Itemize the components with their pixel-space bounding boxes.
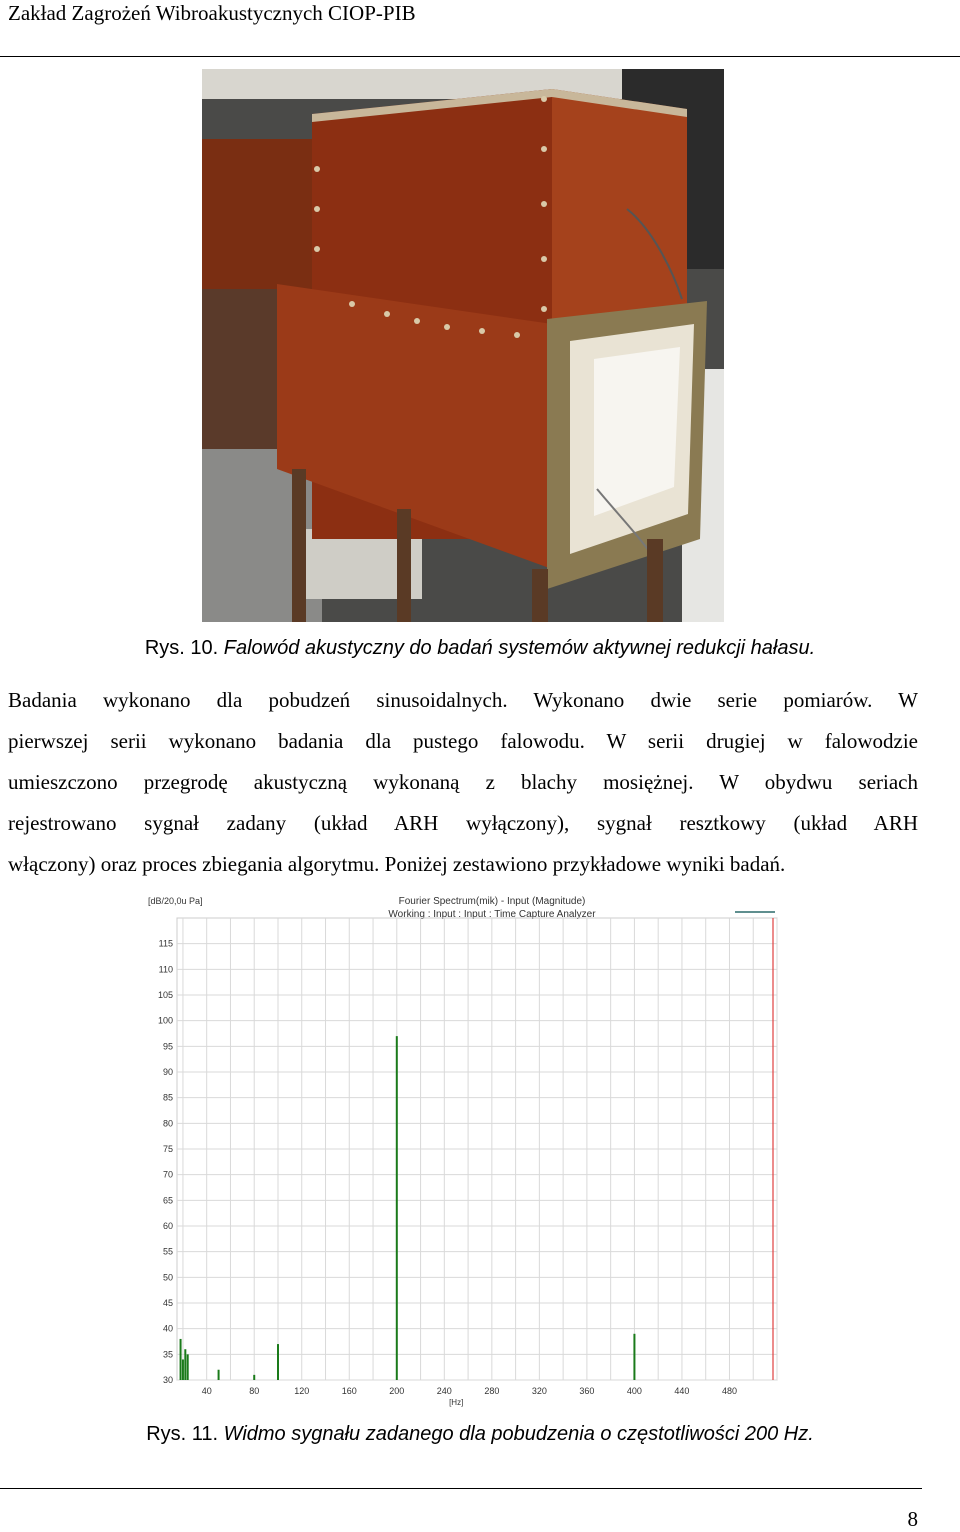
body-paragraph	[8, 680, 918, 885]
figure-10-label: Rys. 10.	[144, 637, 219, 659]
x-tick-label: 280	[484, 1386, 500, 1396]
figure-11-caption-text: Widmo sygnału zadanego dla pobudzenia o częstotliwości 200 Hz.	[223, 1423, 814, 1445]
y-tick-label: 85	[162, 1092, 173, 1103]
x-tick-label: 40	[201, 1386, 212, 1396]
body-line: pierwszej serii wykonano badania dla pustego falowodu. W serii drugiej w falowodzie	[8, 729, 918, 753]
chart-subtitle: Working : Input : Input : Time Capture Analyzer	[388, 909, 596, 920]
y-tick-label: 75	[162, 1144, 173, 1154]
y-tick-label: 40	[162, 1323, 173, 1334]
y-tick-label: 45	[162, 1298, 173, 1308]
y-tick-label: 110	[158, 964, 173, 975]
x-tick-label: 320	[531, 1386, 547, 1396]
figure-11-label: Rys. 11.	[146, 1423, 219, 1445]
body-line: włączony) oraz proces zbiegania algorytmu. Poniżej zestawiono przykładowe wyniki badań.	[8, 852, 786, 876]
x-tick-label: 120	[294, 1386, 310, 1396]
x-tick-label: 240	[436, 1386, 452, 1396]
chart-y-axis-label: [dB/20,0u Pa]	[148, 896, 203, 906]
y-tick-label: 95	[162, 1041, 173, 1052]
body-line: rejestrowano sygnał zadany (układ ARH wyłączony), sygnał resztkowy (układ ARH	[8, 811, 918, 835]
body-line: umieszczono przegrodę akustyczną wykonaną z blachy mosiężnej. W obydwu seriach	[8, 770, 918, 794]
x-tick-label: 80	[249, 1386, 260, 1396]
x-tick-label: 400	[626, 1386, 642, 1396]
body-line: Badania wykonano dla pobudzeń sinusoidalnych. Wykonano dwie serie pomiarów. W	[8, 688, 918, 712]
y-tick-label: 105	[157, 990, 173, 1000]
chart-background	[140, 890, 785, 1410]
y-tick-label: 80	[162, 1118, 173, 1129]
page-number: 8	[907, 1507, 918, 1531]
spectrum-chart	[140, 890, 785, 1410]
waveguide-photo	[202, 69, 724, 622]
figure-10-caption	[0, 636, 960, 660]
x-tick-label: 480	[721, 1386, 737, 1396]
figure-10-caption-text: Falowód akustyczny do badań systemów aktywnej redukcji hałasu.	[223, 637, 816, 659]
spectrum-chart-svg	[140, 890, 785, 1410]
y-tick-label: 70	[162, 1169, 173, 1180]
chart-x-axis-label: [Hz]	[449, 1398, 464, 1407]
y-tick-label: 60	[162, 1221, 173, 1231]
y-tick-label: 115	[158, 938, 173, 949]
x-tick-label: 200	[389, 1386, 405, 1396]
x-tick-label: 440	[674, 1386, 690, 1396]
y-tick-label: 65	[162, 1195, 173, 1206]
footer-divider	[0, 1488, 922, 1489]
x-tick-label: 160	[341, 1386, 357, 1396]
y-tick-label: 35	[162, 1349, 173, 1360]
figure-11-caption	[0, 1422, 960, 1446]
header-divider	[0, 56, 960, 57]
y-tick-label: 50	[162, 1272, 173, 1283]
y-tick-label: 30	[162, 1375, 173, 1385]
y-tick-label: 55	[162, 1246, 173, 1257]
page-header-title: Zakład Zagrożeń Wibroakustycznych CIOP-PIB	[8, 1, 416, 25]
y-tick-label: 90	[162, 1067, 173, 1077]
x-tick-label: 360	[579, 1386, 595, 1396]
chart-title: Fourier Spectrum(mik) - Input (Magnitude)	[398, 896, 586, 907]
y-tick-label: 100	[157, 1015, 173, 1026]
